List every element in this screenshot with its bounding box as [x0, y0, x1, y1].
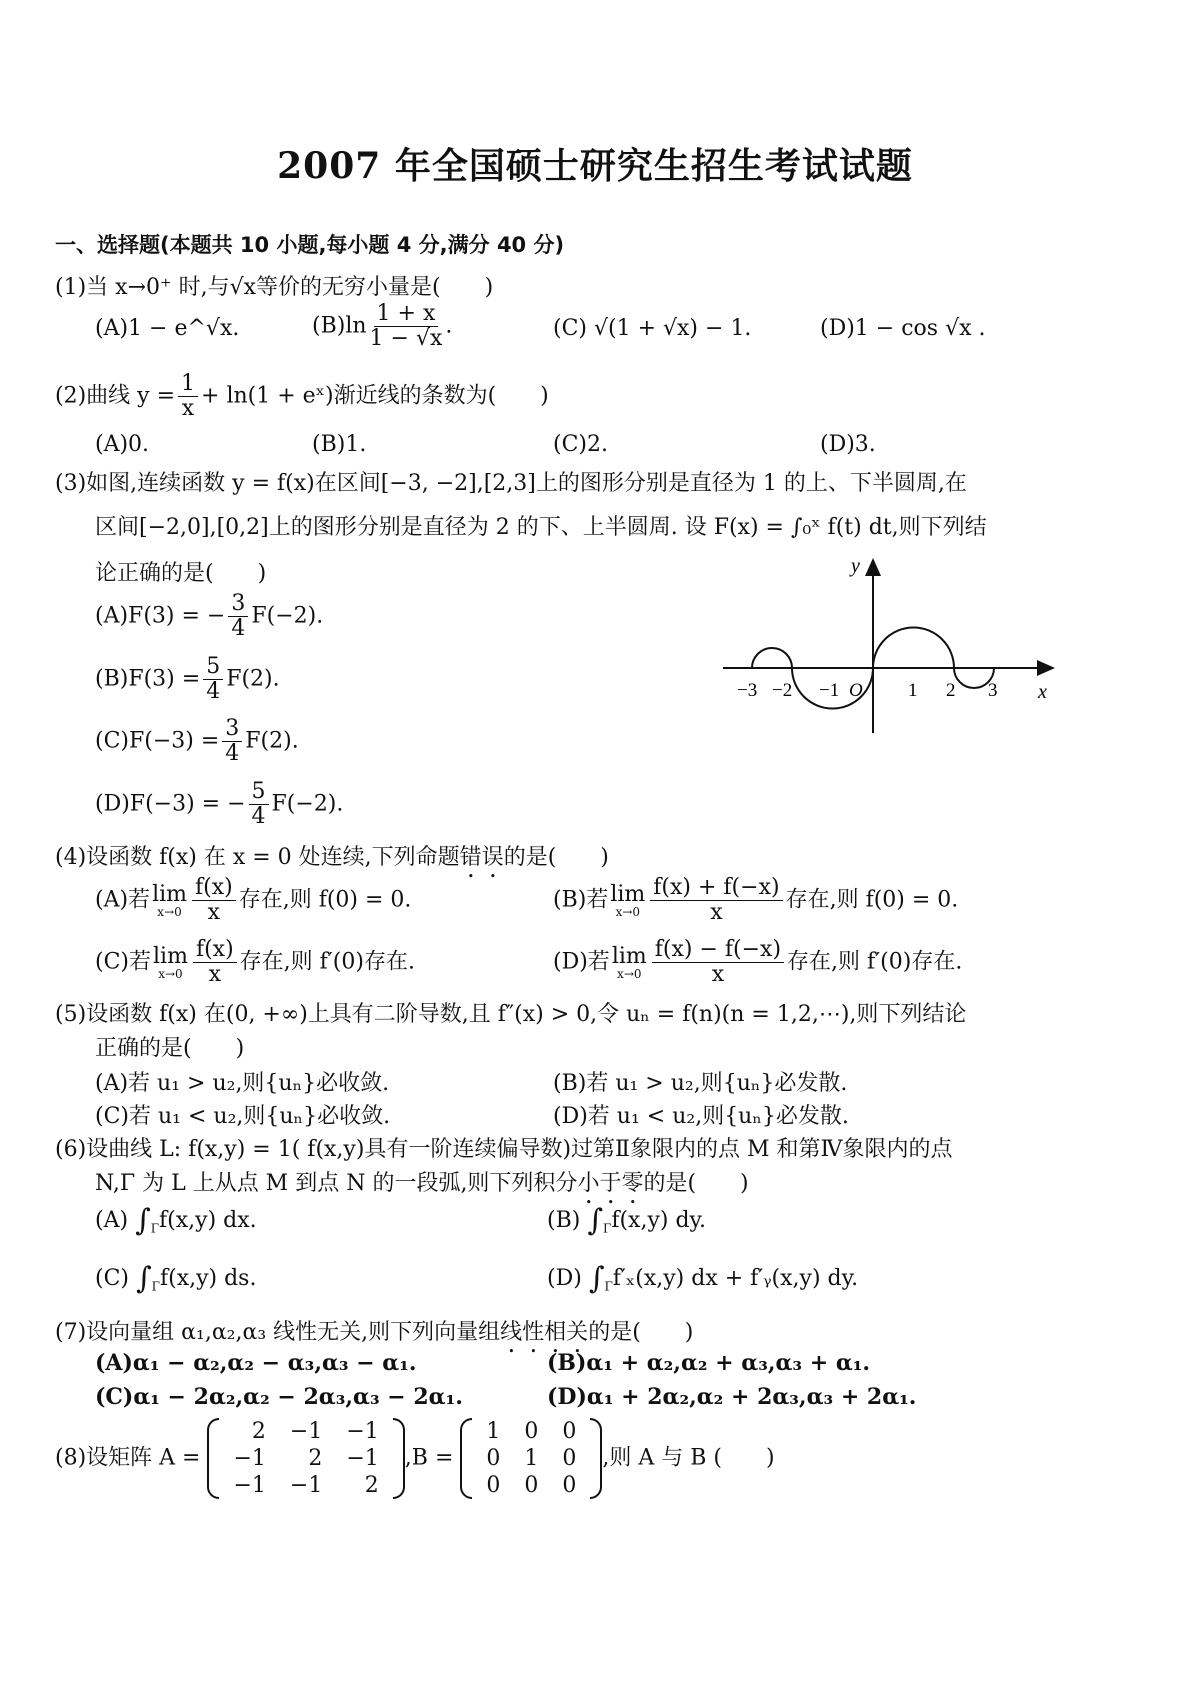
tick-label-neg3: −3 [737, 680, 758, 701]
page-title: 2007 年全国硕士研究生招生考试试题 [277, 145, 913, 187]
q5-option-c: (C)若 u₁ < u₂,则{uₙ}必收敛. [95, 1104, 391, 1129]
matrix-a: 2 −1 −1 −1 2 −1 −1 −1 2 [207, 1418, 404, 1499]
q2-option-a: (A)0. [95, 432, 150, 457]
q6-option-a: (A) $\int_\Gamma f(x,y)$ dx. [95, 1203, 257, 1238]
question-4-stem: (4)设函数 f(x) 在 x = 0 处连续,下列命题错误的是( ) [55, 845, 609, 870]
q5-option-a: (A)若 u₁ > u₂,则{uₙ}必收敛. [95, 1071, 390, 1096]
tick-label-2: 2 [946, 680, 956, 701]
question-2-stem: (2)曲线 y = $\frac{1}{x}$ + ln(1 + eˣ)渐近线的条数为( ) [55, 371, 549, 422]
q3-option-d: (D)F(−3) = − $\frac{5}{4}$ F(−2). [95, 779, 344, 830]
q5-option-d: (D)若 u₁ < u₂,则{uₙ}必发散. [553, 1104, 849, 1129]
q1-option-d: (D)1 − cos √x . [820, 316, 986, 341]
q4-option-d: (D)若 lim x→0 $\frac{f(x) - f(-x)}{x}$ 存在,则 f′(0)存在. [553, 937, 963, 988]
curve-upper-semicircle-small-left [752, 648, 792, 668]
q1-option-a: (A)1 − e^√x. [95, 316, 240, 341]
q6-option-b: (B) $\int_\Gamma f(x,y)$ dy. [547, 1203, 707, 1238]
curve-upper-semicircle-large-right [873, 628, 954, 669]
q3-option-b: (B)F(3) = $\frac{5}{4}$ F(2). [95, 654, 280, 705]
question-3-line1: (3)如图,连续函数 y = f(x)在区间[−3, −2],[2,3]上的图形分别是直径为 1 的上、下半圆周,在 [55, 471, 967, 496]
q6-option-d: (D) $\int_\Gamma f'_x(x,y)$ dx + f′ᵧ(x,y) dy. [547, 1261, 859, 1296]
question-5-line2: 正确的是( ) [95, 1036, 245, 1061]
q7-option-b: (B)α₁ + α₂,α₂ + α₃,α₃ + α₁. [547, 1350, 871, 1376]
question-3-line2: 区间[−2,0],[0,2]上的图形分别是直径为 2 的下、上半圆周. 设 F(x) = ∫₀ˣ f(t) dt,则下列结 [95, 515, 987, 540]
q4-option-b: (B)若 lim x→0 $\frac{f(x) + f(-x)}{x}$ 存在,则 f(0) = 0. [553, 875, 959, 926]
q3-option-c: (C)F(−3) = $\frac{3}{4}$ F(2). [95, 716, 299, 767]
origin-label: O [849, 680, 863, 701]
tick-label-neg2: −2 [772, 680, 793, 701]
q7-option-c: (C)α₁ − 2α₂,α₂ − 2α₃,α₃ − 2α₁. [95, 1384, 463, 1410]
y-axis-label: y [851, 555, 860, 577]
q1-option-b: (B)ln $\frac{1 + x}{1 - √x}$ . [312, 301, 453, 352]
question-3-line3: 论正确的是( ) [95, 561, 267, 586]
q7-option-d: (D)α₁ + 2α₂,α₂ + 2α₃,α₃ + 2α₁. [547, 1384, 917, 1410]
q7-option-a: (A)α₁ − α₂,α₂ − α₃,α₃ − α₁. [95, 1350, 417, 1376]
q4-option-a: (A)若 lim x→0 $\frac{f(x)}{x}$ 存在,则 f(0) = 0. [95, 875, 412, 926]
tick-label-3: 3 [988, 680, 998, 701]
question-1-stem: (1)当 x→0⁺ 时,与√x等价的无穷小量是( ) [55, 275, 494, 300]
q6-option-c: (C) $\int_\Gamma f(x,y)$ ds. [95, 1261, 257, 1296]
q1-option-c: (C) √(1 + √x) − 1. [553, 316, 752, 341]
tick-label-neg1: −1 [819, 680, 840, 701]
question-7-stem: (7)设向量组 α₁,α₂,α₃ 线性无关,则下列向量组线性相关的是( ) [55, 1320, 694, 1345]
question-6-line1: (6)设曲线 L: f(x,y) = 1( f(x,y)具有一阶连续偏导数)过第Ⅱ象限内的点 M 和第Ⅳ象限内的点 [55, 1137, 953, 1162]
q2-option-b: (B)1. [312, 432, 367, 457]
question-6-line2: N,Γ 为 L 上从点 M 到点 N 的一段弧,则下列积分小于零的是( ) [95, 1171, 749, 1196]
question-8-stem: (8)设矩阵 A = 2 −1 −1 −1 2 −1 −1 −1 2 ,B = 1 0 0 0 1 0 0 0 0 ,则 A 与 B ( ) [55, 1419, 775, 1498]
q5-option-b: (B)若 u₁ > u₂,则{uₙ}必发散. [553, 1071, 848, 1096]
section-heading: 一、选择题(本题共 10 小题,每小题 4 分,满分 40 分) [55, 233, 565, 257]
q3-function-graph [715, 548, 1065, 743]
question-5-line1: (5)设函数 f(x) 在(0, +∞)上具有二阶导数,且 f″(x) > 0,令 uₙ = f(n)(n = 1,2,⋯),则下列结论 [55, 1002, 967, 1027]
tick-label-1: 1 [908, 680, 918, 701]
q2-option-c: (C)2. [553, 432, 608, 457]
q4-option-c: (C)若 lim x→0 $\frac{f(x)}{x}$ 存在,则 f′(0)存在. [95, 937, 415, 988]
x-axis-label: x [1038, 681, 1047, 703]
q2-option-d: (D)3. [820, 432, 876, 457]
matrix-b: 1 0 0 0 1 0 0 0 0 [460, 1418, 602, 1499]
q3-option-a: (A)F(3) = − $\frac{3}{4}$ F(−2). [95, 591, 324, 642]
